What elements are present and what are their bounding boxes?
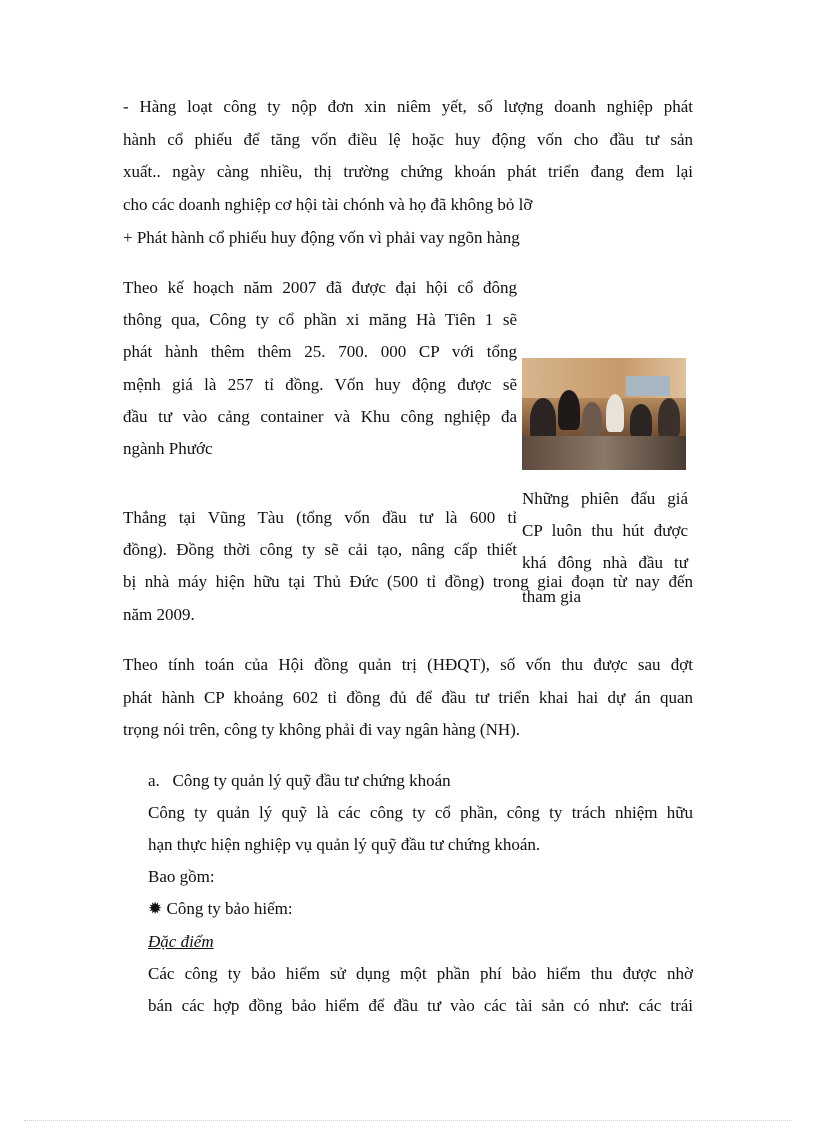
plan-line-5: đầu tư vào cảng container và Khu công nghiệp đa — [123, 407, 517, 426]
starburst-bullet-icon: ✹ — [148, 899, 163, 918]
section-line-2: hạn thực hiện nghiệp vụ quản lý quỹ đầu tư chứng khoán. — [148, 835, 541, 854]
caption-line-4: tham gia — [522, 587, 582, 606]
section-line-1: Công ty quản lý quỹ là các công ty cổ phần, công ty trách nhiệm hữu — [148, 803, 693, 822]
calc-line-2: phát hành CP khoảng 602 tỉ đồng đủ để đầu tư triển khai hai dự án quan — [123, 688, 693, 707]
plan-line-9: bị nhà máy hiện hữu tại Thủ Đức (500 tỉ đồng) trong giai đoạn từ nay đến — [123, 572, 693, 591]
caption-line-1: Những phiên đấu giá — [522, 489, 688, 508]
plan-line-2: thông qua, Công ty cổ phần xi măng Hà Tiên 1 sẽ — [123, 310, 517, 329]
calc-line-3: trọng nói trên, công ty không phải đi vay ngân hàng (NH). — [123, 720, 521, 739]
plan-line-8: đồng). Đồng thời công ty sẽ cải tạo, nâng cấp thiết — [123, 540, 517, 559]
intro-line-5: + Phát hành cổ phiếu huy động vốn vì phải vay ngõn hàng — [123, 228, 520, 247]
includes-label: Bao gồm: — [148, 867, 215, 886]
intro-line-3: xuất.. ngày càng nhiều, thị trường chứng khoán phát triển đang đem lại — [123, 162, 693, 181]
plan-line-4: mệnh giá là 257 tỉ đồng. Vốn huy động được sẽ — [123, 375, 517, 394]
intro-line-1: - Hàng loạt công ty nộp đơn xin niêm yết, số lượng doanh nghiệp phát — [123, 97, 693, 116]
section-line-3: Các công ty bảo hiểm sử dụng một phần phí bảo hiểm thu được nhờ — [148, 964, 693, 983]
page-bottom-rule — [24, 1120, 792, 1121]
caption-line-3: khá đông nhà đầu tư — [522, 553, 688, 572]
features-line — [148, 932, 693, 952]
auction-photo — [522, 358, 686, 470]
plan-line-3: phát hành thêm thêm 25. 700. 000 CP với tổng — [123, 342, 517, 361]
bullet-item-label: Công ty bảo hiểm: — [166, 899, 293, 918]
section-line-4: bán các hợp đồng bảo hiểm để đầu tư vào các tài sản có như: các trái — [148, 996, 693, 1015]
plan-line-7: Thắng tại Vũng Tàu (tổng vốn đầu tư là 600 tỉ — [123, 508, 517, 527]
features-label: Đặc điểm — [148, 932, 214, 951]
intro-line-2: hành cổ phiếu để tăng vốn điều lệ hoặc huy động vốn cho đầu tư sản — [123, 130, 693, 149]
plan-line-6: ngành Phước — [123, 439, 213, 458]
intro-line-4: cho các doanh nghiệp cơ hội tài chónh và họ đã không bỏ lỡ — [123, 195, 533, 214]
plan-line-1: Theo kế hoạch năm 2007 đã được đại hội cổ đông — [123, 278, 517, 297]
bullet-item — [148, 899, 693, 919]
calc-line-1: Theo tính toán của Hội đồng quản trị (HĐQT), số vốn thu được sau đợt — [123, 655, 693, 674]
caption-line-2: CP luôn thu hút được — [522, 521, 688, 540]
plan-line-10: năm 2009. — [123, 605, 195, 624]
section-heading: a. Công ty quản lý quỹ đầu tư chứng khoán — [148, 771, 451, 790]
